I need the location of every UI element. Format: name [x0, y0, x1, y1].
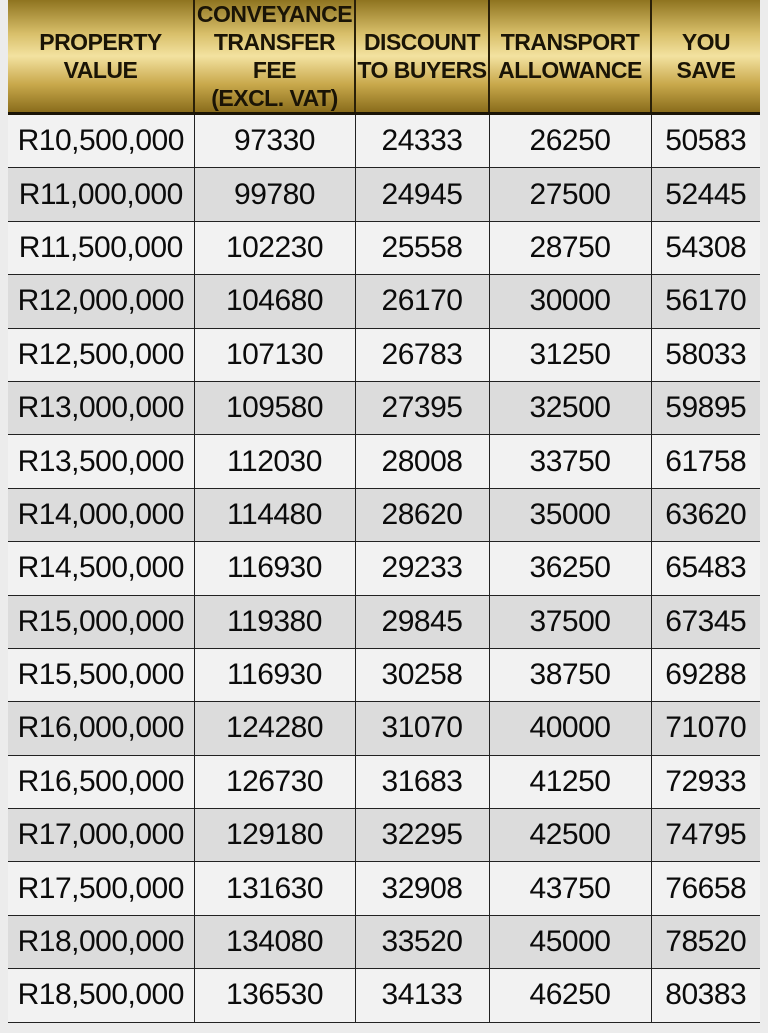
cell-conveyance-transfer-fee: 116930 — [194, 648, 355, 701]
cell-conveyance-transfer-fee: 134080 — [194, 915, 355, 968]
cell-you-save: 67345 — [651, 595, 760, 648]
cell-conveyance-transfer-fee: 109580 — [194, 381, 355, 434]
table-row — [8, 488, 760, 541]
cell-property-value: R13,000,000 — [8, 381, 194, 434]
cell-property-value: R17,500,000 — [8, 862, 194, 915]
cell-discount-to-buyers: 25558 — [355, 221, 489, 274]
cell-property-value: R15,000,000 — [8, 595, 194, 648]
cell-discount-to-buyers: 26783 — [355, 328, 489, 381]
cell-transport-allowance: 30000 — [489, 275, 651, 328]
table-row — [8, 595, 760, 648]
cell-conveyance-transfer-fee: 136530 — [194, 969, 355, 1022]
header-conveyance-transfer-fee — [194, 0, 355, 114]
cell-conveyance-transfer-fee: 129180 — [194, 809, 355, 862]
cell-transport-allowance: 38750 — [489, 648, 651, 701]
cell-conveyance-transfer-fee: 102230 — [194, 221, 355, 274]
table-row — [8, 648, 760, 701]
cell-transport-allowance: 40000 — [489, 702, 651, 755]
cell-discount-to-buyers: 24333 — [355, 114, 489, 168]
cell-transport-allowance: 31250 — [489, 328, 651, 381]
cell-transport-allowance: 42500 — [489, 809, 651, 862]
cell-property-value: R10,500,000 — [8, 114, 194, 168]
header-line: PROPERTY — [39, 29, 162, 55]
cell-conveyance-transfer-fee: 116930 — [194, 542, 355, 595]
cell-conveyance-transfer-fee: 131630 — [194, 862, 355, 915]
cell-you-save: 50583 — [651, 114, 760, 168]
savings-table — [8, 0, 760, 1023]
cell-transport-allowance: 33750 — [489, 435, 651, 488]
header-discount-to-buyers — [355, 0, 489, 114]
cell-property-value: R12,500,000 — [8, 328, 194, 381]
cell-discount-to-buyers: 30258 — [355, 648, 489, 701]
cell-property-value: R13,500,000 — [8, 435, 194, 488]
table-row — [8, 221, 760, 274]
cell-property-value: R12,000,000 — [8, 275, 194, 328]
header-line: VALUE — [63, 57, 138, 83]
table-row — [8, 969, 760, 1022]
cell-you-save: 59895 — [651, 381, 760, 434]
cell-property-value: R18,500,000 — [8, 969, 194, 1022]
cell-discount-to-buyers: 28008 — [355, 435, 489, 488]
header-line: DISCOUNT — [363, 29, 481, 55]
table-row — [8, 702, 760, 755]
header-you-save — [651, 0, 760, 114]
header-line: TRANSPORT — [500, 29, 640, 55]
cell-you-save: 61758 — [651, 435, 760, 488]
cell-property-value: R16,500,000 — [8, 755, 194, 808]
cell-property-value: R11,500,000 — [8, 221, 194, 274]
table-row — [8, 168, 760, 221]
cell-conveyance-transfer-fee: 112030 — [194, 435, 355, 488]
cell-transport-allowance: 27500 — [489, 168, 651, 221]
table-row — [8, 275, 760, 328]
table-row — [8, 114, 760, 168]
cell-you-save: 72933 — [651, 755, 760, 808]
table-row — [8, 862, 760, 915]
cell-you-save: 54308 — [651, 221, 760, 274]
cell-discount-to-buyers: 29233 — [355, 542, 489, 595]
header-line: SAVE — [676, 57, 736, 83]
cell-transport-allowance: 37500 — [489, 595, 651, 648]
table-row — [8, 809, 760, 862]
cell-conveyance-transfer-fee: 107130 — [194, 328, 355, 381]
cell-you-save: 56170 — [651, 275, 760, 328]
header-transport-allowance — [489, 0, 651, 114]
cell-you-save: 76658 — [651, 862, 760, 915]
table-row — [8, 542, 760, 595]
cell-transport-allowance: 41250 — [489, 755, 651, 808]
cell-transport-allowance: 46250 — [489, 969, 651, 1022]
cell-discount-to-buyers: 34133 — [355, 969, 489, 1022]
cell-conveyance-transfer-fee: 119380 — [194, 595, 355, 648]
cell-you-save: 69288 — [651, 648, 760, 701]
cell-transport-allowance: 32500 — [489, 381, 651, 434]
cell-transport-allowance: 36250 — [489, 542, 651, 595]
cell-property-value: R16,000,000 — [8, 702, 194, 755]
cell-you-save: 71070 — [651, 702, 760, 755]
cell-discount-to-buyers: 27395 — [355, 381, 489, 434]
cell-conveyance-transfer-fee: 104680 — [194, 275, 355, 328]
table-row — [8, 435, 760, 488]
header-line: TO BUYERS — [357, 57, 487, 83]
cell-you-save: 78520 — [651, 915, 760, 968]
cell-transport-allowance: 26250 — [489, 114, 651, 168]
cell-transport-allowance: 45000 — [489, 915, 651, 968]
cell-discount-to-buyers: 24945 — [355, 168, 489, 221]
cell-discount-to-buyers: 32295 — [355, 809, 489, 862]
cell-you-save: 52445 — [651, 168, 760, 221]
cell-you-save: 63620 — [651, 488, 760, 541]
header-line: (EXCL. VAT) — [211, 85, 338, 111]
cell-property-value: R18,000,000 — [8, 915, 194, 968]
cell-conveyance-transfer-fee: 126730 — [194, 755, 355, 808]
table-row — [8, 381, 760, 434]
cell-discount-to-buyers: 28620 — [355, 488, 489, 541]
header-line: YOU — [681, 29, 731, 55]
cell-discount-to-buyers: 26170 — [355, 275, 489, 328]
cell-discount-to-buyers: 32908 — [355, 862, 489, 915]
header-row — [8, 0, 760, 114]
cell-conveyance-transfer-fee: 114480 — [194, 488, 355, 541]
table-row — [8, 328, 760, 381]
cell-transport-allowance: 35000 — [489, 488, 651, 541]
cell-property-value: R11,000,000 — [8, 168, 194, 221]
cell-conveyance-transfer-fee: 124280 — [194, 702, 355, 755]
cell-discount-to-buyers: 31683 — [355, 755, 489, 808]
header-line: ALLOWANCE — [498, 57, 642, 83]
cell-discount-to-buyers: 33520 — [355, 915, 489, 968]
header-line: CONVEYANCE — [196, 1, 353, 27]
header-line: TRANSFER FEE — [213, 29, 336, 83]
cell-transport-allowance: 43750 — [489, 862, 651, 915]
cell-transport-allowance: 28750 — [489, 221, 651, 274]
cell-you-save: 58033 — [651, 328, 760, 381]
cell-property-value: R14,500,000 — [8, 542, 194, 595]
cell-discount-to-buyers: 29845 — [355, 595, 489, 648]
table-row — [8, 915, 760, 968]
cell-you-save: 80383 — [651, 969, 760, 1022]
cell-property-value: R15,500,000 — [8, 648, 194, 701]
cell-you-save: 74795 — [651, 809, 760, 862]
cell-discount-to-buyers: 31070 — [355, 702, 489, 755]
cell-conveyance-transfer-fee: 99780 — [194, 168, 355, 221]
cell-conveyance-transfer-fee: 97330 — [194, 114, 355, 168]
header-property-value — [8, 0, 194, 114]
table-row — [8, 755, 760, 808]
cell-property-value: R17,000,000 — [8, 809, 194, 862]
cell-property-value: R14,000,000 — [8, 488, 194, 541]
cell-you-save: 65483 — [651, 542, 760, 595]
